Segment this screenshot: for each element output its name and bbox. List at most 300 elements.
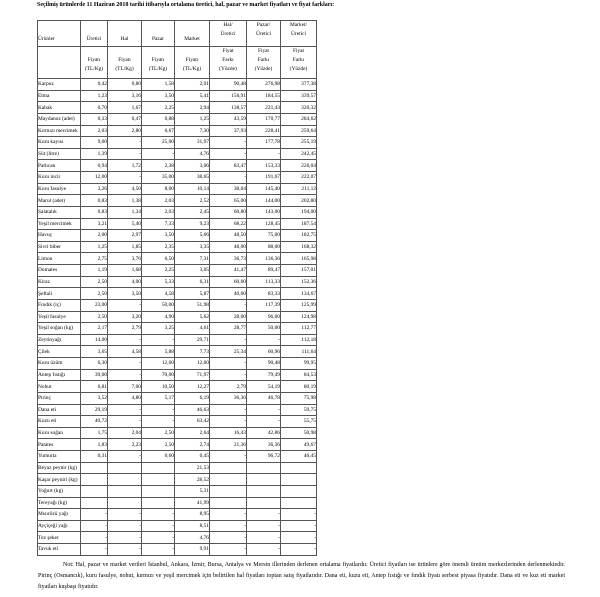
cell-wholesale-producer-diff: - [210, 358, 247, 370]
cell-market-producer-diff: 320,32 [281, 102, 317, 114]
cell-wholesale-price: 4,80 [108, 392, 142, 404]
cell-bazaar-producer-diff: - [247, 334, 281, 346]
cell-market-price: 4,76 [175, 532, 210, 544]
cell-product: Yumurta [38, 451, 81, 463]
cell-market-price: 4,76 [175, 148, 210, 160]
col-unit-market-vs-producer [281, 47, 317, 79]
cell-bazaar-producer-diff: 36,36 [247, 439, 281, 451]
cell-bazaar-price: - [142, 520, 175, 532]
cell-wholesale-price: - [108, 416, 142, 428]
cell-producer-price: 40,72 [81, 416, 108, 428]
cell-producer-price: 39,00 [81, 369, 108, 381]
cell-product: Fındık (iç) [38, 299, 81, 311]
unit-label: Fiyatı [87, 57, 101, 63]
col-header-label: Market/ [289, 22, 308, 28]
unit-label: Fiyat [257, 48, 270, 54]
cell-wholesale-producer-diff: 25,34 [210, 346, 247, 358]
cell-product: Ayçiçeği yağı [38, 520, 81, 532]
cell-wholesale-price: 7,00 [108, 381, 142, 393]
cell-market-price: 4,61 [175, 323, 210, 335]
cell-market-price: 10,14 [175, 183, 210, 195]
table-row [38, 474, 317, 486]
cell-bazaar-producer-diff: 136,36 [247, 253, 281, 265]
col-header-bazaar-vs-producer [247, 21, 281, 47]
cell-bazaar-price: 4,90 [142, 311, 175, 323]
unit-label: (TL/Kg) [148, 66, 168, 72]
unit-label: Fiyat [222, 48, 234, 54]
cell-wholesale-price: 2,79 [108, 323, 142, 335]
cell-producer-price: 6,81 [81, 381, 108, 393]
col-unit-wholesale-vs-producer [210, 47, 247, 79]
cell-market-producer-diff: 59,75 [281, 404, 317, 416]
cell-market-price: 8,95 [175, 509, 210, 521]
cell-wholesale-producer-diff: 68,22 [210, 218, 247, 230]
unit-label: Farkı [222, 57, 234, 63]
cell-producer-price: 9,00 [81, 137, 108, 149]
cell-bazaar-producer-diff: 170,77 [247, 113, 281, 125]
cell-wholesale-producer-diff [210, 485, 247, 497]
cell-wholesale-price: - [108, 520, 142, 532]
table-row [38, 299, 317, 311]
cell-wholesale-producer-diff: - [210, 544, 247, 556]
cell-producer-price: 3,52 [81, 392, 108, 404]
cell-wholesale-producer-diff [210, 462, 247, 474]
cell-market-producer-diff: 255,19 [281, 137, 317, 149]
cell-wholesale-producer-diff: - [210, 532, 247, 544]
cell-wholesale-producer-diff: 48,50 [210, 230, 247, 242]
cell-wholesale-price: 4,50 [108, 183, 142, 195]
cell-product: Patlıcan [38, 160, 81, 172]
cell-wholesale-price: 1,85 [108, 241, 142, 253]
cell-wholesale-price: 2,80 [108, 125, 142, 137]
cell-market-price: 1,25 [175, 113, 210, 125]
col-header-products [38, 21, 81, 47]
cell-product: Süt (litre) [38, 148, 81, 160]
cell-bazaar-producer-diff: 143,00 [247, 206, 281, 218]
table-row [38, 102, 317, 114]
cell-bazaar-producer-diff: 50,00 [247, 323, 281, 335]
cell-producer-price: - [81, 509, 108, 521]
table-row [38, 125, 317, 137]
cell-wholesale-price: 2,97 [108, 230, 142, 242]
cell-wholesale-price: 3,76 [108, 253, 142, 265]
cell-wholesale-producer-diff: 90,48 [210, 79, 247, 91]
cell-bazaar-price: 35,00 [142, 172, 175, 184]
cell-market-price: 5,41 [175, 90, 210, 102]
cell-bazaar-producer-diff: 46,78 [247, 392, 281, 404]
cell-product: Kuru incir [38, 172, 81, 184]
unit-header-row [38, 47, 317, 79]
cell-wholesale-producer-diff: 36,36 [210, 392, 247, 404]
table-row [38, 195, 317, 207]
cell-market-price: 29,71 [175, 334, 210, 346]
cell-wholesale-price: - [108, 544, 142, 556]
table-row [38, 160, 317, 172]
cell-wholesale-producer-diff: 16,43 [210, 427, 247, 439]
cell-market-price: 2,45 [175, 206, 210, 218]
cell-producer-price: - [81, 520, 108, 532]
cell-market-producer-diff: - [281, 509, 317, 521]
cell-market-price: 0,45 [175, 451, 210, 463]
cell-bazaar-price: 5,88 [142, 346, 175, 358]
cell-market-price: 7,30 [175, 125, 210, 137]
cell-product: Salatalık [38, 206, 81, 218]
cell-bazaar-price: 2,03 [142, 206, 175, 218]
cell-bazaar-producer-diff: 96,00 [247, 311, 281, 323]
cell-product: Karpuz [38, 79, 81, 91]
cell-bazaar-producer-diff: 88,00 [247, 241, 281, 253]
cell-market-producer-diff: 284,62 [281, 113, 317, 125]
cell-bazaar-producer-diff [247, 485, 281, 497]
cell-market-price: 12,60 [175, 358, 210, 370]
cell-market-price: 12,27 [175, 381, 210, 393]
cell-product: Tereyağı (kg) [38, 497, 81, 509]
cell-bazaar-price: 3,25 [142, 323, 175, 335]
col-unit-bazaar-vs-producer [247, 47, 281, 79]
header-row [38, 21, 317, 47]
cell-product: Nohut [38, 381, 81, 393]
cell-market-producer-diff: 339,57 [281, 90, 317, 102]
cell-bazaar-producer-diff [247, 497, 281, 509]
cell-bazaar-producer-diff [247, 462, 281, 474]
col-unit-products [38, 47, 81, 79]
cell-producer-price: 0,70 [81, 102, 108, 114]
cell-market-price: 6,31 [175, 276, 210, 288]
cell-market-price: 21,53 [175, 462, 210, 474]
col-header-label: Hal [120, 36, 129, 42]
price-table [37, 20, 317, 556]
cell-market-producer-diff: 124,98 [281, 311, 317, 323]
unit-label: (Yüzde) [254, 66, 273, 72]
unit-label: Fiyatı [118, 57, 131, 63]
cell-market-price: 5,62 [175, 311, 210, 323]
cell-bazaar-producer-diff: 75,00 [247, 230, 281, 242]
cell-product: Kuru fasulye [38, 183, 81, 195]
cell-bazaar-producer-diff: 276,98 [247, 79, 281, 91]
col-header-label: Pazar/ [256, 22, 271, 28]
cell-wholesale-producer-diff: - [210, 520, 247, 532]
cell-bazaar-producer-diff: 145,40 [247, 183, 281, 195]
col-unit-wholesale [108, 47, 142, 79]
table-row [38, 427, 317, 439]
cell-wholesale-producer-diff: 60,00 [210, 276, 247, 288]
cell-product: Şeftali [38, 288, 81, 300]
cell-bazaar-producer-diff: 90,48 [247, 358, 281, 370]
cell-product: Kuru kayısı [38, 137, 81, 149]
cell-producer-price: 2,17 [81, 323, 108, 335]
cell-producer-price [81, 497, 108, 509]
cell-market-producer-diff: - [281, 532, 317, 544]
cell-wholesale-producer-diff: 36,73 [210, 253, 247, 265]
cell-market-producer-diff: 112,77 [281, 323, 317, 335]
table-row [38, 230, 317, 242]
cell-product: Yoğurt (kg) [38, 485, 81, 497]
cell-wholesale-price: - [108, 404, 142, 416]
cell-bazaar-producer-diff: 54,19 [247, 381, 281, 393]
cell-wholesale-price [108, 474, 142, 486]
cell-wholesale-producer-diff [210, 474, 247, 486]
cell-market-price: 2,52 [175, 195, 210, 207]
table-row [38, 79, 317, 91]
table-row [38, 358, 317, 370]
unit-label: Fiyatı [151, 57, 165, 63]
cell-bazaar-price: 2,35 [142, 241, 175, 253]
col-header-wholesale [108, 21, 142, 47]
cell-producer-price [81, 485, 108, 497]
cell-market-producer-diff: 222,07 [281, 172, 317, 184]
cell-wholesale-producer-diff: 40,00 [210, 288, 247, 300]
col-header-label: Üretici [86, 36, 102, 42]
cell-bazaar-price: 25,00 [142, 137, 175, 149]
cell-market-price: 5,31 [175, 485, 210, 497]
cell-bazaar-price: 70,00 [142, 369, 175, 381]
cell-bazaar-producer-diff: 79,49 [247, 369, 281, 381]
cell-wholesale-price: 3,50 [108, 288, 142, 300]
cell-wholesale-producer-diff: - [210, 334, 247, 346]
cell-producer-price: 12,00 [81, 172, 108, 184]
cell-wholesale-producer-diff: - [210, 451, 247, 463]
cell-market-producer-diff: 84,53 [281, 369, 317, 381]
cell-bazaar-producer-diff: 144,00 [247, 195, 281, 207]
cell-wholesale-price: - [108, 509, 142, 521]
table-row [38, 241, 317, 253]
cell-bazaar-producer-diff: 96,72 [247, 451, 281, 463]
cell-market-producer-diff: 99,95 [281, 358, 317, 370]
col-header-bazaar [142, 21, 175, 47]
cell-market-producer-diff: 50,98 [281, 427, 317, 439]
cell-product: Yeşil fasulye [38, 311, 81, 323]
cell-market-producer-diff: 112,18 [281, 334, 317, 346]
cell-wholesale-price [108, 485, 142, 497]
cell-market-price: 31,97 [175, 137, 210, 149]
cell-market-price: 3,05 [175, 265, 210, 277]
cell-product: Yeşil soğan (kg) [38, 323, 81, 335]
cell-product: Toz şeker [38, 532, 81, 544]
unit-label: Farkı [292, 57, 305, 63]
cell-bazaar-producer-diff: 117,39 [247, 299, 281, 311]
cell-wholesale-producer-diff: 48,00 [210, 241, 247, 253]
cell-bazaar-price: 2,03 [142, 195, 175, 207]
cell-market-price: 46,63 [175, 404, 210, 416]
cell-bazaar-price: - [142, 404, 175, 416]
table-row [38, 172, 317, 184]
cell-bazaar-producer-diff: - [247, 532, 281, 544]
table-row [38, 416, 317, 428]
cell-wholesale-price: - [108, 451, 142, 463]
cell-producer-price: 14,00 [81, 334, 108, 346]
cell-market-producer-diff: 259,64 [281, 125, 317, 137]
cell-product: Zeytinyağı [38, 334, 81, 346]
cell-bazaar-price: 6,50 [142, 253, 175, 265]
cell-product: Kabak [38, 102, 81, 114]
cell-product: Kuru soğan [38, 427, 81, 439]
cell-market-producer-diff: 165,98 [281, 253, 317, 265]
cell-producer-price: 0,94 [81, 160, 108, 172]
unit-label: Farkı [257, 57, 270, 63]
cell-market-producer-diff: 111,64 [281, 346, 317, 358]
cell-bazaar-producer-diff: - [247, 148, 281, 160]
cell-product: Domates [38, 265, 81, 277]
cell-producer-price: 1,83 [81, 439, 108, 451]
cell-producer-price: 0,83 [81, 206, 108, 218]
cell-market-producer-diff [281, 474, 317, 486]
col-header-label: Market [184, 36, 200, 42]
cell-producer-price: 29,19 [81, 404, 108, 416]
cell-market-producer-diff: 377,38 [281, 79, 317, 91]
col-header-label: Hal/ [223, 22, 233, 28]
cell-wholesale-price: 1,68 [108, 265, 142, 277]
table-header [38, 21, 317, 79]
cell-wholesale-producer-diff: 2,79 [210, 381, 247, 393]
cell-wholesale-producer-diff: - [210, 137, 247, 149]
cell-market-price: 38,65 [175, 172, 210, 184]
unit-label: Fiyatı [185, 57, 199, 63]
cell-wholesale-price: 1,72 [108, 160, 142, 172]
cell-market-producer-diff: 157,01 [281, 265, 317, 277]
cell-bazaar-price [142, 462, 175, 474]
cell-bazaar-price: - [142, 532, 175, 544]
cell-market-producer-diff: 80,19 [281, 381, 317, 393]
cell-bazaar-producer-diff: - [247, 520, 281, 532]
table-row [38, 392, 317, 404]
cell-bazaar-price [142, 485, 175, 497]
cell-wholesale-price: - [108, 137, 142, 149]
cell-bazaar-producer-diff: 89,47 [247, 265, 281, 277]
table-row [38, 311, 317, 323]
col-header-market [175, 21, 210, 47]
cell-bazaar-price: 0,60 [142, 451, 175, 463]
cell-wholesale-price: 4,58 [108, 346, 142, 358]
cell-wholesale-producer-diff: 138,57 [210, 102, 247, 114]
cell-bazaar-price: 8,00 [142, 183, 175, 195]
cell-market-producer-diff: 75,98 [281, 392, 317, 404]
table-row [38, 183, 317, 195]
table-row [38, 369, 317, 381]
cell-market-producer-diff: 242,45 [281, 148, 317, 160]
cell-producer-price: 3,26 [81, 183, 108, 195]
table-row [38, 113, 317, 125]
cell-producer-price: 2,75 [81, 253, 108, 265]
cell-bazaar-producer-diff: 184,55 [247, 90, 281, 102]
cell-market-producer-diff: 182,75 [281, 230, 317, 242]
cell-market-producer-diff: - [281, 544, 317, 556]
cell-product: Kiraz [38, 276, 81, 288]
col-header-label: Pazar [152, 36, 164, 42]
cell-producer-price: 2,50 [81, 276, 108, 288]
cell-bazaar-price: 4,58 [142, 288, 175, 300]
table-row [38, 485, 317, 497]
cell-wholesale-price: - [108, 148, 142, 160]
cell-bazaar-price: 1,58 [142, 79, 175, 91]
unit-label: (TL/Kg) [115, 66, 134, 72]
cell-bazaar-price [142, 474, 175, 486]
table-row [38, 206, 317, 218]
cell-wholesale-producer-diff: - [210, 416, 247, 428]
cell-market-producer-diff: 211,12 [281, 183, 317, 195]
cell-market-price: 5,66 [175, 230, 210, 242]
cell-market-producer-diff: 202,80 [281, 195, 317, 207]
cell-bazaar-price: - [142, 544, 175, 556]
cell-wholesale-producer-diff: 38,04 [210, 183, 247, 195]
cell-product: Kaşar peyniri (kg) [38, 474, 81, 486]
cell-product: Beyaz peynir (kg) [38, 462, 81, 474]
cell-bazaar-price: 50,00 [142, 299, 175, 311]
cell-bazaar-price: 2,50 [142, 427, 175, 439]
table-row [38, 137, 317, 149]
cell-producer-price: 0,42 [81, 79, 108, 91]
cell-producer-price [81, 462, 108, 474]
cell-market-producer-diff: 55,75 [281, 416, 317, 428]
cell-product: Marul (adet) [38, 195, 81, 207]
cell-product: Dana eti [38, 404, 81, 416]
cell-wholesale-producer-diff: 43,59 [210, 113, 247, 125]
col-header-label: Üretici [256, 31, 271, 37]
cell-market-price: 5,87 [175, 288, 210, 300]
cell-wholesale-producer-diff: 37,93 [210, 125, 247, 137]
cell-market-producer-diff: 152,36 [281, 276, 317, 288]
cell-market-price: 2,01 [175, 79, 210, 91]
cell-wholesale-price: 2,23 [108, 439, 142, 451]
table-row [38, 218, 317, 230]
table-row [38, 404, 317, 416]
cell-bazaar-price: - [142, 416, 175, 428]
table-row [38, 544, 317, 556]
cell-wholesale-price [108, 462, 142, 474]
cell-wholesale-producer-diff: 60,80 [210, 206, 247, 218]
cell-bazaar-price: 6,67 [142, 125, 175, 137]
cell-bazaar-producer-diff: - [247, 509, 281, 521]
cell-bazaar-price: 12,00 [142, 358, 175, 370]
cell-wholesale-producer-diff: - [210, 369, 247, 381]
cell-product: Kuru üzüm [38, 358, 81, 370]
cell-market-producer-diff: 187,54 [281, 218, 317, 230]
table-row [38, 323, 317, 335]
cell-wholesale-price: 1,34 [108, 206, 142, 218]
table-row [38, 346, 317, 358]
page-title: Seçilmiş ürünlerde 11 Haziran 2018 tarihi itibarıyla ortalama üretici, hal, pazar ve market fiyatları ve fiyat farkları: [37, 2, 335, 8]
footnote: Not: Hal, pazar ve market verileri İstanbul, Ankara, İzmir, Bursa, Antalya ve Mersin illerinden derlenen ortalama fiyatlardır. Üretici fiyatları ise ürünlere göre önemli üretim merkezlerinden derlenmektedir. Pirinç (Osmancık), kuru fasulye, nohut, kırmızı ve yeşil mercimek için belirtilen hal fiyatları toptan satış fiyatlarıdır. Dana eti, kuzu eti, Antep fıstığı ve fındık fiyatı serbest piyasa fiyatıdır. Dana eti ve kuz eti market fiyatları kuşbaşı fiyatıdır. [38, 562, 565, 590]
cell-bazaar-price [142, 497, 175, 509]
cell-wholesale-producer-diff: - [210, 404, 247, 416]
cell-market-producer-diff: - [281, 520, 317, 532]
cell-wholesale-price: - [108, 299, 142, 311]
cell-producer-price: 0,31 [81, 451, 108, 463]
cell-bazaar-producer-diff [247, 474, 281, 486]
table-row [38, 253, 317, 265]
cell-market-price: 7,31 [175, 253, 210, 265]
unit-label: (TL/Kg) [84, 66, 104, 72]
cell-market-producer-diff [281, 497, 317, 509]
cell-bazaar-producer-diff: 221,43 [247, 102, 281, 114]
cell-bazaar-producer-diff: 83,33 [247, 288, 281, 300]
cell-product: Limon [38, 253, 81, 265]
cell-bazaar-producer-diff: 113,33 [247, 276, 281, 288]
cell-wholesale-producer-diff: 28,00 [210, 311, 247, 323]
cell-bazaar-price: 2,25 [142, 265, 175, 277]
cell-bazaar-price: 7,33 [142, 218, 175, 230]
cell-market-price: 3,06 [175, 160, 210, 172]
cell-bazaar-producer-diff: 128,45 [247, 218, 281, 230]
cell-wholesale-producer-diff: 21,36 [210, 439, 247, 451]
cell-producer-price: 2,50 [81, 288, 108, 300]
cell-market-price: 9,23 [175, 218, 210, 230]
cell-wholesale-producer-diff: - [210, 299, 247, 311]
cell-wholesale-producer-diff: 83,47 [210, 160, 247, 172]
cell-producer-price [81, 474, 108, 486]
cell-wholesale-price: - [108, 369, 142, 381]
cell-wholesale-producer-diff: 156,91 [210, 90, 247, 102]
cell-bazaar-producer-diff: 177,78 [247, 137, 281, 149]
